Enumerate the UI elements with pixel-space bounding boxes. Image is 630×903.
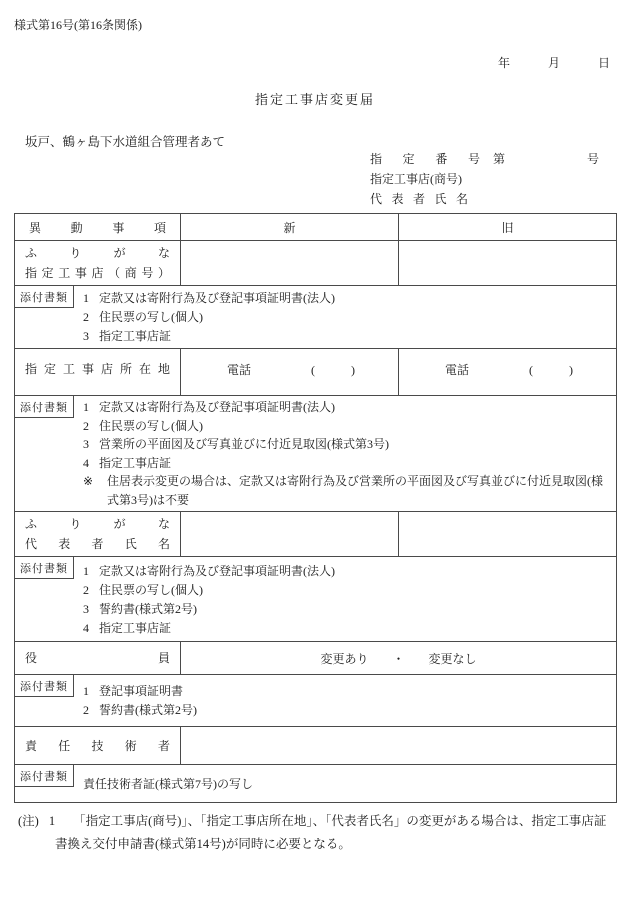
shop-address-label-cell <box>15 349 181 396</box>
shop-name-row <box>15 241 617 286</box>
list-item: 2 誓約書(様式第2号) <box>83 703 197 717</box>
shop-attachments-list <box>15 286 616 348</box>
address-attachments-row <box>15 396 617 512</box>
shop-name-label: 指定工事店（商号） <box>25 266 170 280</box>
day-label: 日 <box>597 56 610 70</box>
shop-name-new-field[interactable] <box>181 241 399 286</box>
list-item: 4 指定工事店証 <box>83 455 172 470</box>
footnote-label: (注) <box>18 814 39 828</box>
shop-attachments-row <box>15 286 617 349</box>
engineer-attachments-list <box>15 772 616 796</box>
attachments-label: 添付書類 <box>15 675 74 697</box>
representative-row <box>15 512 617 557</box>
col-header-old: 旧 <box>399 214 617 241</box>
officer-attachments-list <box>15 679 616 722</box>
representative-name-label: 代表者氏名 <box>25 537 170 551</box>
representative-new-field[interactable] <box>181 512 399 557</box>
list-item: 3 誓約書(様式第2号) <box>83 601 197 616</box>
list-item: 2 住民票の写し(個人) <box>83 582 203 597</box>
representative-attachments-row <box>15 557 617 642</box>
shop-address-row <box>15 349 617 396</box>
designation-representative-label: 代表者氏名 <box>370 192 468 206</box>
form-number: 様式第16号(第16条関係) <box>14 18 142 32</box>
engineer-row <box>15 727 617 765</box>
list-item: 3 指定工事店証 <box>83 329 172 343</box>
shop-name-label-cell <box>15 241 181 286</box>
list-item: 2 住民票の写し(個人) <box>83 310 203 324</box>
note-marker: ※ <box>83 474 94 488</box>
col-header-item: 異動事項 <box>15 214 181 241</box>
designation-number-prefix: 第 <box>493 152 506 166</box>
designation-number-label: 指定番号 <box>370 152 480 166</box>
list-item: 1 登記事項証明書 <box>83 684 184 698</box>
change-items-table <box>14 213 617 803</box>
date-line <box>498 54 610 71</box>
month-label: 月 <box>547 56 560 70</box>
officer-label: 役員 <box>25 651 170 665</box>
engineer-label-cell <box>15 727 181 765</box>
representative-furigana-label: ふりがな <box>25 517 170 531</box>
shop-address-label: 指定工事店所在地 <box>25 362 170 376</box>
list-item: 1 定款又は寄附行為及び登記事項証明書(法人) <box>83 400 335 414</box>
designation-number-line <box>370 149 600 169</box>
footnote-number: 1 <box>48 814 56 828</box>
shop-furigana-label: ふりがな <box>25 246 170 260</box>
designation-block <box>370 149 600 209</box>
footnote-text: 「指定工事店(商号)」、「指定工事店所在地」、「代表者氏名」の変更がある場合は、指定工事店証書換え交付申請書(様式第14号)が同時に必要となる。 <box>55 814 607 851</box>
document-title: 指定工事店変更届 <box>254 92 375 107</box>
address-attachments-list <box>15 396 616 511</box>
list-item: 1 定款又は寄附行為及び登記事項証明書(法人) <box>83 563 335 578</box>
table-header-row <box>15 214 617 241</box>
list-item: 1 定款又は寄附行為及び登記事項証明書(法人) <box>83 291 335 305</box>
representative-old-field[interactable] <box>399 512 617 557</box>
attachments-label: 添付書類 <box>15 765 74 787</box>
address-attachments-note: ※ 住居表示変更の場合は、定款又は寄附行為及び営業所の平面図及び写真並びに付近見取図(様式第3号)は不要 <box>83 472 608 509</box>
engineer-label: 責任技術者 <box>25 738 170 753</box>
year-label: 年 <box>498 56 511 70</box>
designation-number-suffix: 号 <box>586 152 599 166</box>
list-item: 責任技術者証(様式第7号)の写し <box>83 776 253 791</box>
attachments-label: 添付書類 <box>15 557 74 579</box>
attachments-label: 添付書類 <box>15 396 74 418</box>
officer-label-cell <box>15 642 181 675</box>
engineer-field[interactable] <box>181 727 617 765</box>
officer-row <box>15 642 617 675</box>
attachments-label: 添付書類 <box>15 286 74 308</box>
representative-attachments-list <box>15 559 616 640</box>
designation-shop-label: 指定工事店(商号) <box>370 172 462 186</box>
officer-change-choice[interactable]: 変更あり ・ 変更なし <box>181 642 617 675</box>
representative-label-cell <box>15 512 181 557</box>
list-item: 4 指定工事店証 <box>83 620 172 635</box>
footnote <box>18 810 618 856</box>
col-header-new: 新 <box>181 214 399 241</box>
officer-attachments-row <box>15 675 617 727</box>
shop-address-new-field[interactable]: 電話 ( ) <box>181 349 399 396</box>
engineer-attachments-row <box>15 765 617 803</box>
list-item: 2 住民票の写し(個人) <box>83 418 203 433</box>
list-item: 3 営業所の平面図及び写真並びに付近見取図(様式第3号) <box>83 437 389 451</box>
shop-address-old-field[interactable]: 電話 ( ) <box>399 349 617 396</box>
addressee: 坂戸、鶴ヶ島下水道組合管理者あて <box>25 135 226 149</box>
shop-name-old-field[interactable] <box>399 241 617 286</box>
